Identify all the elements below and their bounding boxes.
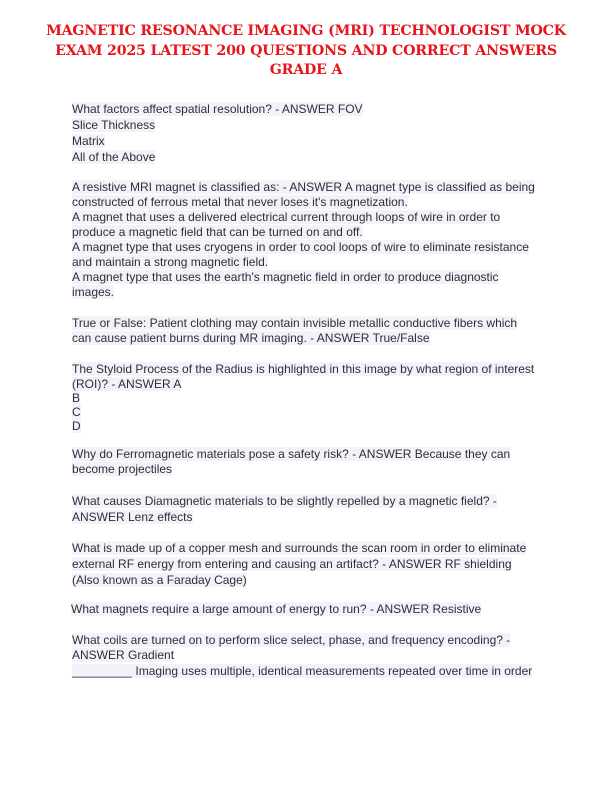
text-line: become projectiles: [72, 462, 173, 476]
text-line: (ROI)? - ANSWER A: [72, 377, 182, 391]
title-line: MAGNETIC RESONANCE IMAGING (MRI) TECHNOLOGIST MOCK: [46, 23, 566, 39]
text-line: ANSWER Gradient: [72, 648, 175, 662]
text-line: images.: [72, 285, 115, 299]
text-line: external RF energy from entering and causing an artifact? - ANSWER RF shielding: [72, 557, 512, 571]
text-line: True or False: Patient clothing may contain invisible metallic conductive fibers which: [72, 316, 518, 330]
text-line: B: [72, 391, 81, 405]
text-line: What magnets require a large amount of energy to run? - ANSWER Resistive: [71, 602, 482, 616]
text-line: A magnet type that uses cryogens in order to cool loops of wire to eliminate resistance: [72, 240, 529, 254]
text-line: Slice Thickness: [72, 118, 156, 132]
text-line: A magnet type that uses the earth's magnetic field in order to produce diagnostic: [72, 270, 499, 284]
text-line: Why do Ferromagnetic materials pose a safety risk? - ANSWER Because they can: [72, 447, 511, 461]
title-line: EXAM 2025 LATEST 200 QUESTIONS AND CORRECT ANSWERS: [55, 42, 557, 59]
title-line: GRADE A: [269, 62, 343, 78]
text-line: D: [72, 419, 81, 433]
text-line: can cause patient burns during MR imaging. - ANSWER True/False: [72, 331, 430, 345]
text-line: All of the Above: [72, 150, 156, 164]
text-line: C: [72, 405, 81, 419]
text-line: produce a magnetic field that can be turned on and off.: [72, 225, 363, 239]
text-line: What causes Diamagnetic materials to be slightly repelled by a magnetic field? -: [72, 494, 497, 508]
text-line: A magnet that uses a delivered electrical current through loops of wire in order to: [72, 210, 501, 224]
text-line: ANSWER Lenz effects: [72, 510, 193, 524]
text-line: A resistive MRI magnet is classified as: - ANSWER A magnet type is classified as being: [72, 180, 535, 194]
text-line: constructed of ferrous metal that never loses it's magnetization.: [72, 195, 408, 209]
text-line: What coils are turned on to perform slice select, phase, and frequency encoding? -: [72, 633, 511, 647]
text-line: The Styloid Process of the Radius is highlighted in this image by what region of interest: [72, 362, 535, 376]
text-line: Matrix: [72, 134, 105, 148]
text-line: _________ Imaging uses multiple, identical measurements repeated over time in order: [72, 664, 533, 678]
text-line: and maintain a strong magnetic field.: [72, 255, 269, 269]
text-line: (Also known as a Faraday Cage): [72, 573, 247, 587]
text-line: What is made up of a copper mesh and surrounds the scan room in order to eliminate: [72, 541, 527, 555]
page-title: [30, 22, 582, 81]
text-line: What factors affect spatial resolution? - ANSWER FOV: [72, 102, 363, 116]
